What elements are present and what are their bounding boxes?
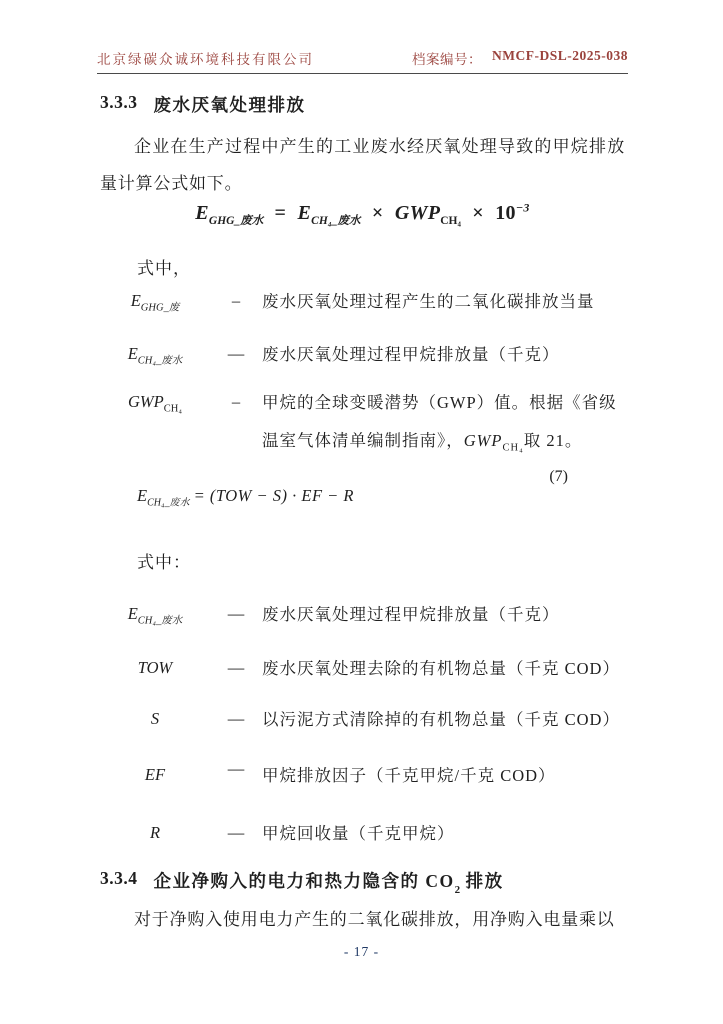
formula-term-ch4 xyxy=(297,201,361,227)
paragraph-333: 企业在生产过程中产生的工业废水经厌氧处理导致的甲烷排放量计算公式如下。 xyxy=(100,137,625,193)
definition-dash: – xyxy=(231,392,241,411)
definition-text: 废水厌氧处理去除的有机物总量（千克 COD） xyxy=(262,659,620,678)
inline-gwp-var: GWP xyxy=(463,431,503,450)
gwp-desc-line2-pre: 温室气体清单编制指南》， xyxy=(262,431,464,450)
equation-rhs: = (TOW − S) · EF − R xyxy=(193,486,355,505)
term-sub: CH₄_废水 xyxy=(137,355,183,367)
equation-number: (7) xyxy=(549,468,568,485)
formula-var: E xyxy=(297,201,312,224)
term-main: R xyxy=(149,823,161,842)
formula-term-gwp xyxy=(394,201,461,227)
definition-dash: — xyxy=(227,709,245,728)
co2-subscript: 2 xyxy=(454,884,462,896)
gwp-desc-line2-post: 取 21。 xyxy=(523,431,583,450)
equation-7 xyxy=(100,468,625,528)
term-symbol xyxy=(100,604,210,627)
definition-dash: — xyxy=(227,658,245,677)
term-symbol xyxy=(100,823,210,843)
term-symbol xyxy=(100,765,210,785)
where-label-2: 式中： xyxy=(137,553,191,572)
definition-dash: — xyxy=(227,604,245,623)
formula-exponent: −3 xyxy=(515,200,530,214)
definition-gwp xyxy=(100,392,625,467)
definition-ef xyxy=(100,759,625,795)
section-title-post: 排放 xyxy=(465,871,504,891)
definition-dash: — xyxy=(227,344,245,363)
section-heading-333 xyxy=(100,92,625,117)
definition-e-ch4-2 xyxy=(100,604,625,634)
term-main: E xyxy=(127,344,138,363)
formula-subscript: CH₄_废水 xyxy=(147,497,190,509)
definition-r xyxy=(100,823,625,853)
term-main: E xyxy=(127,604,138,623)
definition-s xyxy=(100,709,625,739)
section-number: 3.3.3 xyxy=(100,92,138,112)
definition-text: 废水厌氧处理过程甲烷排放量（千克） xyxy=(262,605,560,624)
term-sub: CH₄ xyxy=(163,403,182,415)
term-main: E xyxy=(130,291,141,310)
term-sub: GHG_废 xyxy=(140,302,180,314)
term-symbol xyxy=(100,392,210,414)
definition-text: 以污泥方式清除掉的有机物总量（千克 COD） xyxy=(262,710,620,729)
formula-subscript: GHG_废水 xyxy=(208,214,264,227)
formula-var: E xyxy=(137,486,148,505)
term-main: EF xyxy=(144,765,166,784)
multiply-sign: × xyxy=(371,201,384,224)
file-number-group xyxy=(412,48,628,68)
definition-dash: – xyxy=(231,291,241,310)
file-number-label: 档案编号： xyxy=(412,52,482,67)
section-heading-334 xyxy=(100,868,625,896)
definition-text xyxy=(262,384,625,467)
term-symbol xyxy=(100,344,210,367)
definition-tow xyxy=(100,658,625,688)
term-sub: CH₄_废水 xyxy=(137,615,183,627)
section-title-pre: 企业净购入的电力和热力隐含的 CO xyxy=(153,871,455,891)
definition-e-ghg xyxy=(100,291,625,321)
equation-body xyxy=(137,486,354,508)
term-main: S xyxy=(150,709,160,728)
where-label-1: 式中， xyxy=(137,259,191,278)
definition-text: 废水厌氧处理过程甲烷排放量（千克） xyxy=(262,345,560,364)
equals-sign: = xyxy=(274,201,287,224)
term-symbol xyxy=(100,709,210,729)
definition-dash: — xyxy=(227,759,245,778)
term-symbol xyxy=(100,658,210,678)
formula-base: 10 xyxy=(495,201,516,224)
definition-text: 甲烷回收量（千克甲烷） xyxy=(262,824,455,843)
page-number: - 17 - xyxy=(343,944,380,959)
formula-var: GWP xyxy=(394,201,441,224)
section-number: 3.3.4 xyxy=(100,868,138,888)
inline-gwp-sub: CH₄ xyxy=(502,442,524,454)
company-name: 北京绿碳众诚环境科技有限公司 xyxy=(97,52,314,67)
definition-dash: — xyxy=(227,823,245,842)
term-main: TOW xyxy=(137,658,173,677)
term-main: GWP xyxy=(128,392,164,411)
definition-e-ch4 xyxy=(100,344,625,374)
gwp-desc-line1: 甲烷的全球变暖潜势（GWP）值。根据《省级 xyxy=(262,393,617,412)
multiply-sign: × xyxy=(472,201,484,224)
formula-subscript: CH₄ xyxy=(440,214,461,227)
formula-var: E xyxy=(195,201,209,224)
formula-term-lhs xyxy=(195,201,264,227)
file-number-value: NMCF-DSL-2025-038 xyxy=(492,48,628,63)
definition-text: 甲烷排放因子（千克甲烷/千克 COD） xyxy=(262,766,556,785)
section-title: 废水厌氧处理排放 xyxy=(153,95,306,115)
term-symbol xyxy=(100,291,210,314)
formula-term-power xyxy=(495,202,529,224)
formula-subscript: CH₄_废水 xyxy=(311,214,361,227)
paragraph-334: 对于净购入使用电力产生的二氧化碳排放，用净购入电量乘以 xyxy=(134,910,615,929)
formula-wastewater-ghg xyxy=(100,200,625,228)
definition-text: 废水厌氧处理过程产生的二氧化碳排放当量 xyxy=(262,292,595,311)
page-header xyxy=(97,48,628,74)
